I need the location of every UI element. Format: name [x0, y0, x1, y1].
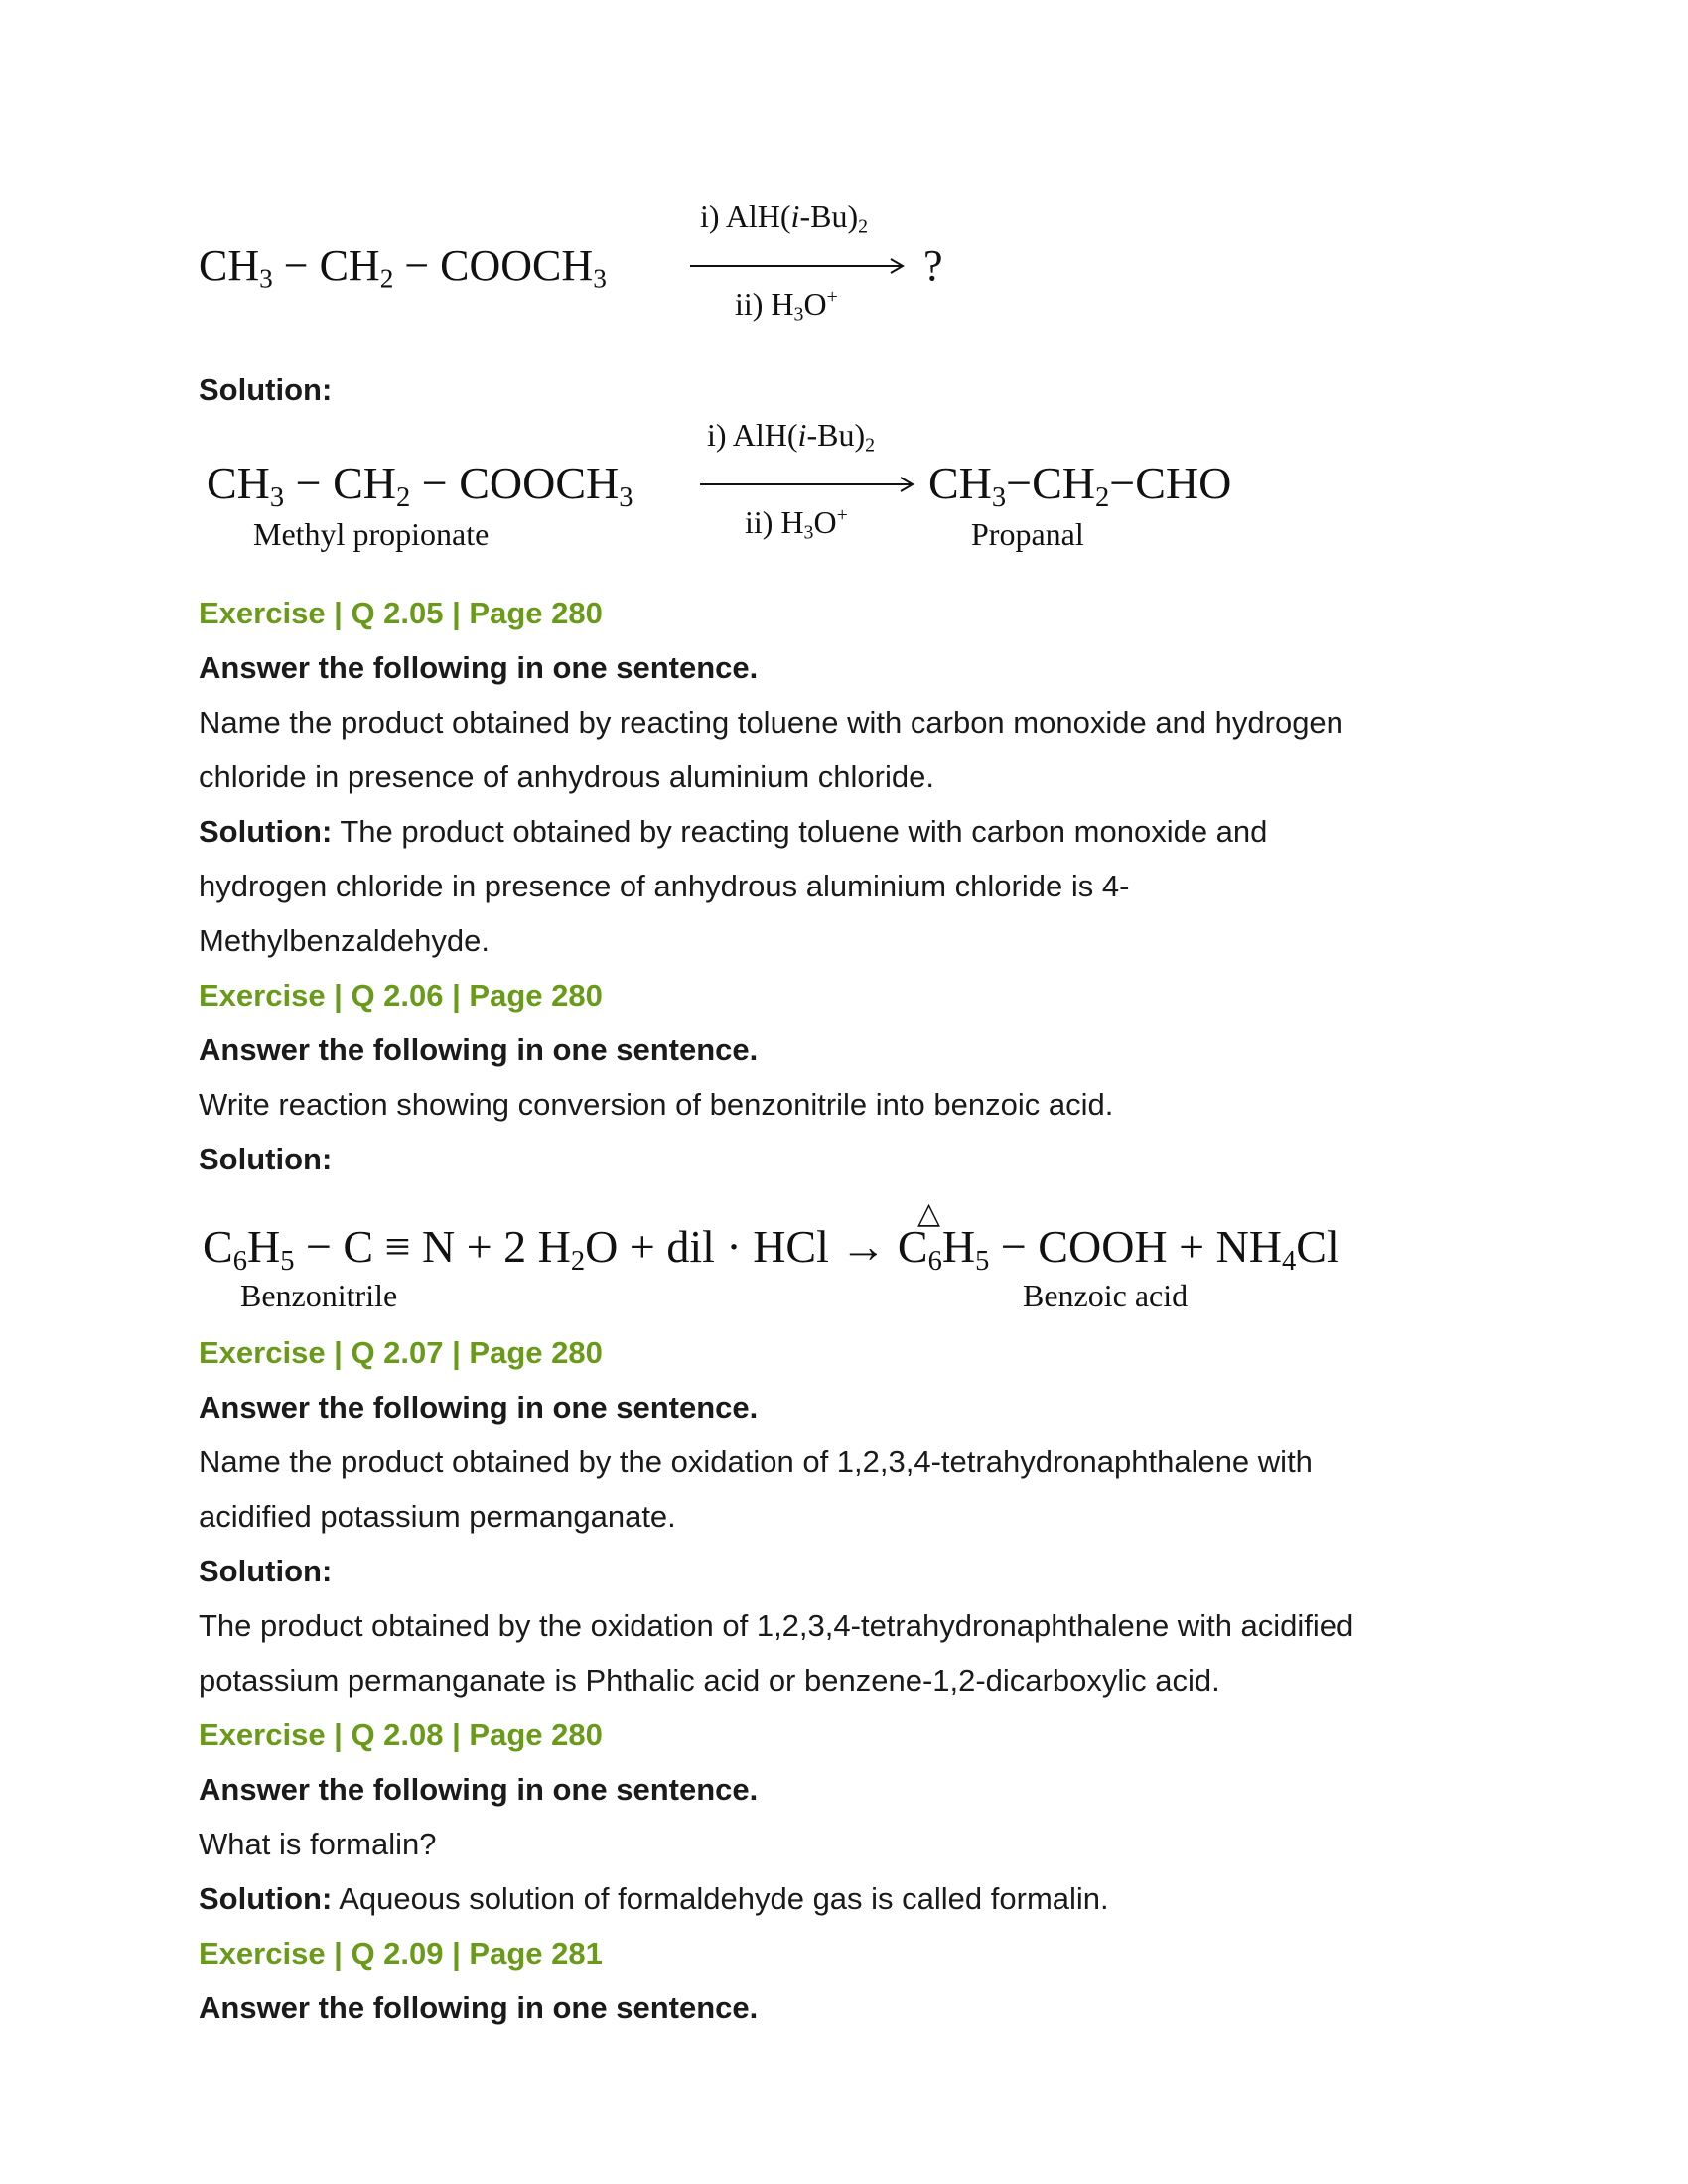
unknown-product: ? [923, 241, 943, 290]
instruction: Answer the following in one sentence. [199, 1772, 759, 1807]
exercise-heading-q208[interactable]: Exercise | Q 2.08 | Page 280 [199, 1717, 603, 1752]
reaction-equation-question [199, 199, 1489, 362]
solution-label: Solution: [199, 1881, 333, 1916]
question-text: Name the product obtained by the oxidation of 1,2,3,4-tetrahydronaphthalene with [199, 1444, 1313, 1479]
solution-label: Solution: [199, 1554, 333, 1588]
instruction: Answer the following in one sentence. [199, 1390, 759, 1425]
reagent-top: i) $AlH(i-Bu)_2$ [700, 199, 869, 238]
reactant-name: Methyl propionate [253, 516, 490, 552]
solution-text: Methylbenzaldehyde. [199, 923, 490, 958]
instruction: Answer the following in one sentence. [199, 1990, 759, 2025]
reactant-formula: $CH_3 - CH_2$ − $COOCH_3$ [199, 241, 607, 294]
document-page [199, 199, 1489, 2035]
reaction-arrow [700, 475, 918, 494]
reagent-bottom: ii) $H_3O^+$ [745, 504, 848, 544]
solution-label: Solution: [199, 372, 333, 407]
exercise-heading-q205[interactable]: Exercise | Q 2.05 | Page 280 [199, 596, 603, 630]
heat-symbol: △ [917, 1197, 941, 1230]
reaction-formula: $C_6H_5 - C \equiv N + 2$ $H_2O$ + dil · HCl → $C_6H_5$ − COOH + $NH_4Cl$ [203, 1221, 1339, 1277]
reaction-arrow [690, 256, 909, 276]
question-text: Name the product obtained by reacting toluene with carbon monoxide and hydrogen [199, 705, 1343, 740]
exercise-heading-q207[interactable]: Exercise | Q 2.07 | Page 280 [199, 1335, 603, 1370]
question-text: What is formalin? [199, 1827, 437, 1861]
exercise-heading-q206[interactable]: Exercise | Q 2.06 | Page 280 [199, 978, 603, 1013]
solution-text: potassium permanganate is Phthalic acid or benzene-1,2-dicarboxylic acid. [199, 1663, 1220, 1698]
solution-text: Solution: Aqueous solution of formaldehyde gas is called formalin. [199, 1881, 1109, 1916]
product-formula: $CH_3-CH_2-CHO$ [928, 458, 1232, 513]
instruction: Answer the following in one sentence. [199, 1032, 759, 1067]
solution-text: The product obtained by the oxidation of 1,2,3,4-tetrahydronaphthalene with acidified [199, 1608, 1354, 1643]
solution-text: hydrogen chloride in presence of anhydrous aluminium chloride is 4- [199, 869, 1130, 903]
reactant-formula: $CH_3 - CH_2$ − $COOCH_3$ [207, 458, 633, 513]
product-name: Benzoic acid [1023, 1278, 1189, 1313]
exercise-heading-q209[interactable]: Exercise | Q 2.09 | Page 281 [199, 1936, 603, 1971]
reaction-equation-benzonitrile [199, 1196, 1489, 1325]
solution-label: Solution: [199, 1142, 333, 1176]
question-text: acidified potassium permanganate. [199, 1499, 676, 1534]
question-text: Write reaction showing conversion of benzonitrile into benzoic acid. [199, 1087, 1114, 1122]
reagent-bottom: ii) $H_3O^+$ [735, 286, 838, 326]
reaction-equation-solution [199, 417, 1489, 586]
product-name: Propanal [971, 516, 1084, 552]
reactant-name: Benzonitrile [240, 1278, 398, 1313]
reagent-top: i) $AlH(i-Bu)_2$ [707, 417, 876, 457]
solution-label: Solution: [199, 814, 333, 849]
instruction: Answer the following in one sentence. [199, 650, 759, 685]
question-text: chloride in presence of anhydrous aluminium chloride. [199, 759, 934, 794]
solution-text: Solution: The product obtained by reacting toluene with carbon monoxide and [199, 814, 1268, 849]
